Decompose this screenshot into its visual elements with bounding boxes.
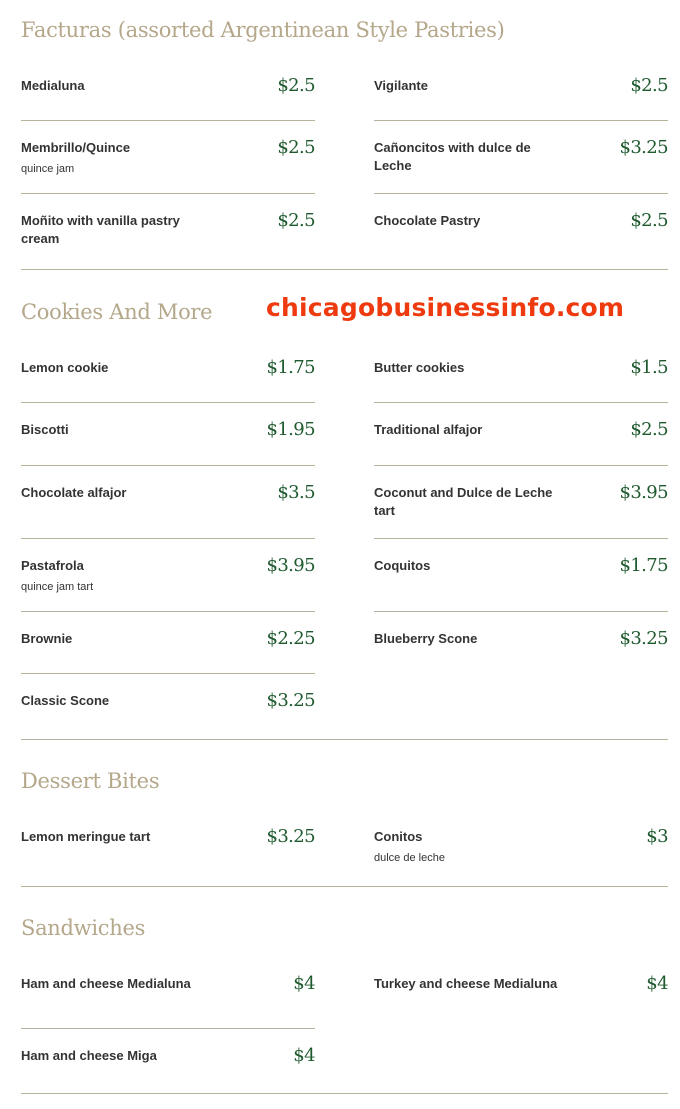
menu-item xyxy=(374,77,668,121)
item-description: dulce de leche xyxy=(374,852,445,864)
menu-item xyxy=(21,557,315,612)
item-name: Cañoncitos with dulce de Leche xyxy=(374,140,531,173)
menu-item xyxy=(21,421,315,466)
item-price: $2.5 xyxy=(630,210,668,231)
menu-item xyxy=(374,359,668,403)
item-price: $2.5 xyxy=(277,137,315,158)
item-price: $3 xyxy=(646,826,668,847)
item-price: $3.95 xyxy=(266,555,315,576)
item-name: Pastafrola xyxy=(21,558,84,573)
item-name: Lemon meringue tart xyxy=(21,829,151,844)
item-name: Vigilante xyxy=(374,78,428,93)
item-price: $2.5 xyxy=(277,75,315,96)
menu-item xyxy=(21,975,315,1029)
item-name: Coquitos xyxy=(374,558,431,573)
item-price: $1.5 xyxy=(630,357,668,378)
section-title: Dessert Bites xyxy=(21,769,160,793)
watermark: chicagobusinessinfo.com xyxy=(266,293,625,322)
item-name: Coconut and Dulce de Leche tart xyxy=(374,485,553,518)
item-name: Conitos xyxy=(374,829,423,844)
item-name: Turkey and cheese Medialuna xyxy=(374,976,558,991)
item-name: Moñito with vanilla pastry cream xyxy=(21,213,180,246)
item-price: $1.75 xyxy=(619,555,668,576)
item-price: $2.5 xyxy=(277,210,315,231)
item-name: Lemon cookie xyxy=(21,360,109,375)
section-divider xyxy=(21,886,668,887)
section-divider xyxy=(21,739,668,740)
menu-item xyxy=(21,828,315,886)
menu-item xyxy=(374,557,668,612)
item-name: Medialuna xyxy=(21,78,85,93)
section-divider xyxy=(21,269,668,270)
item-price: $2.5 xyxy=(630,75,668,96)
item-name: Traditional alfajor xyxy=(374,422,483,437)
menu-item xyxy=(21,1047,315,1093)
menu-item xyxy=(21,484,315,539)
item-price: $3.25 xyxy=(619,628,668,649)
item-price: $1.95 xyxy=(266,419,315,440)
item-description: quince jam tart xyxy=(21,581,94,593)
menu-item xyxy=(374,212,668,269)
item-price: $4 xyxy=(293,1045,315,1066)
menu-item xyxy=(374,975,668,1028)
menu-item xyxy=(374,139,668,194)
item-name: Membrillo/Quince xyxy=(21,140,131,155)
section-title: Facturas (assorted Argentinean Style Pastries) xyxy=(21,18,505,42)
item-name: Ham and cheese Medialuna xyxy=(21,976,191,991)
item-price: $3.25 xyxy=(266,690,315,711)
section-title: Cookies And More xyxy=(21,300,213,324)
menu-item xyxy=(21,692,315,739)
section-title: Sandwiches xyxy=(21,916,146,940)
item-price: $4 xyxy=(293,973,315,994)
menu-item xyxy=(374,421,668,466)
item-name: Blueberry Scone xyxy=(374,631,478,646)
menu-item xyxy=(21,77,315,121)
menu-item xyxy=(21,139,315,194)
item-description: quince jam xyxy=(21,163,75,175)
item-price: $2.5 xyxy=(630,419,668,440)
item-name: Chocolate Pastry xyxy=(374,213,481,228)
item-price: $3.5 xyxy=(277,482,315,503)
item-price: $3.95 xyxy=(619,482,668,503)
item-price: $3.25 xyxy=(266,826,315,847)
section-divider xyxy=(21,1093,668,1094)
menu-item xyxy=(21,359,315,403)
menu-item xyxy=(374,484,668,539)
item-name: Chocolate alfajor xyxy=(21,485,127,500)
item-name: Ham and cheese Miga xyxy=(21,1048,157,1063)
item-price: $2.25 xyxy=(266,628,315,649)
item-name: Biscotti xyxy=(21,422,69,437)
item-price: $4 xyxy=(646,973,668,994)
item-price: $3.25 xyxy=(619,137,668,158)
menu-item xyxy=(374,630,668,673)
item-price: $1.75 xyxy=(266,357,315,378)
menu-item xyxy=(21,630,315,674)
item-name: Butter cookies xyxy=(374,360,465,375)
item-name: Brownie xyxy=(21,631,73,646)
item-name: Classic Scone xyxy=(21,693,110,708)
menu-item xyxy=(374,828,668,886)
menu-item xyxy=(21,212,315,269)
